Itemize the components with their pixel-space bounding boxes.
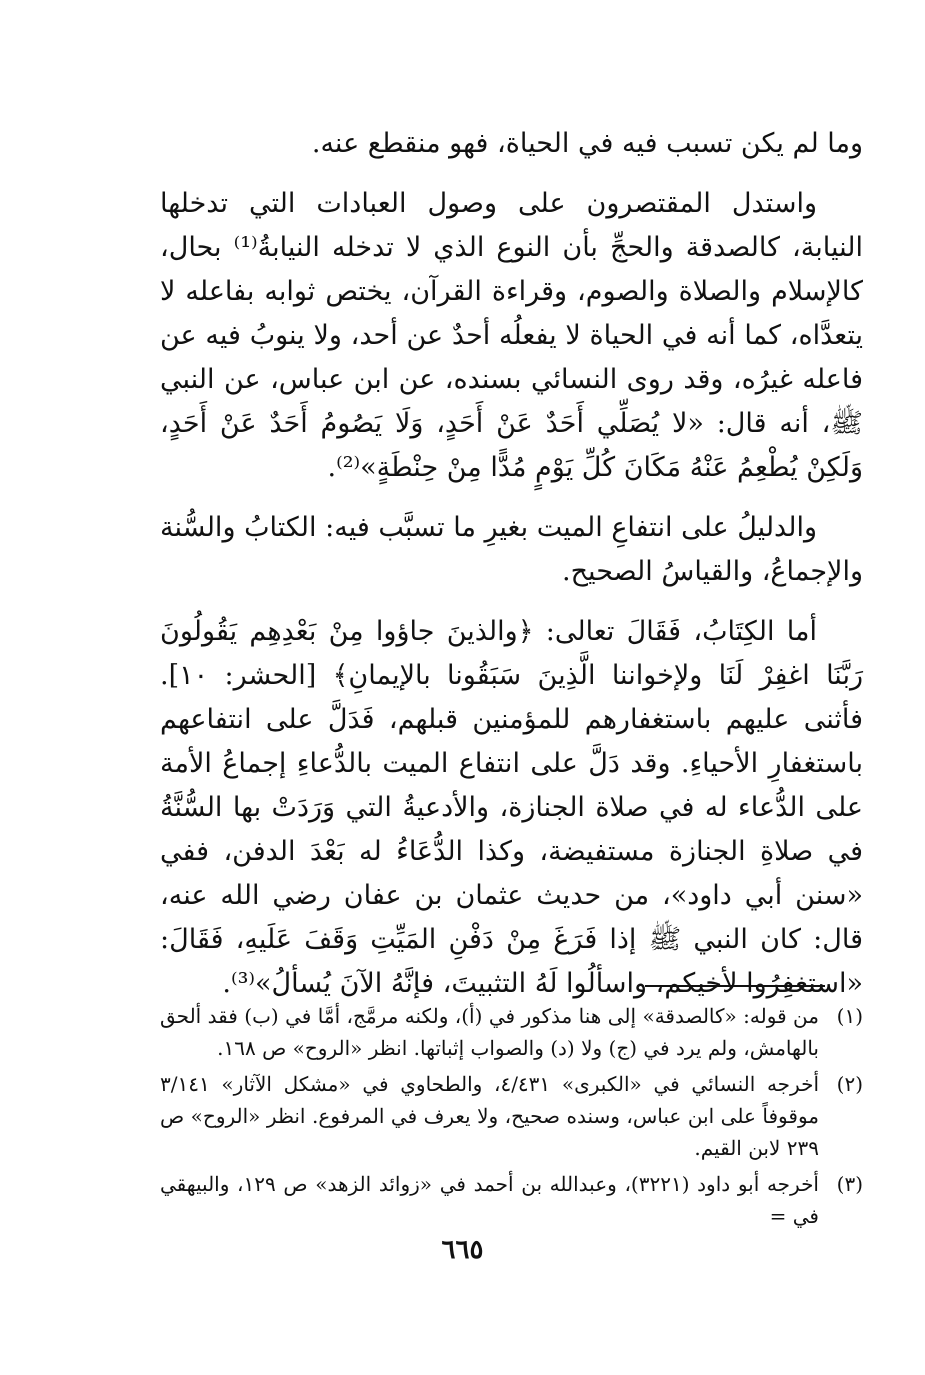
paragraph-2: واستدل المقتصرون على وصول العبادات التي تدخلها النيابة، كالصدقة والحجِّ بأن النوع الذي لا تدخله النيابةُ⁽¹⁾ بحال، كالإسلام والصلاة والصوم، وقراءة القرآن، يختص ثوابه بفاعله لا يتعدَّاه، كما أنه في الحياة لا يفعلُه أحدٌ عن أحد، ولا ينوبُ فيه عن فاعله غيرُه، وقد روى النسائي بسنده، عن ابن عباس، عن النبي ﷺ، أنه قال: «لا يُصَلِّي أَحَدٌ عَنْ أَحَدٍ، وَلَا يَصُومُ أَحَدٌ عَنْ أَحَدٍ، وَلَكِنْ يُطْعِمُ عَنْهُ مَكَانَ كُلِّ يَوْمٍ مُدًّا مِنْ حِنْطَةٍ»⁽²⁾. <box>160 188 863 483</box>
footnote-number: (١) <box>836 1004 863 1028</box>
footnote-number: (٢) <box>836 1072 863 1096</box>
footnote-number: (٣) <box>836 1172 863 1196</box>
footnotes <box>160 1000 863 1236</box>
page-number: ٦٦٥ <box>441 1235 484 1265</box>
footnote-2 <box>160 1068 863 1164</box>
footnote-3 <box>160 1168 863 1232</box>
footnote-separator <box>645 985 825 987</box>
main-text <box>160 122 863 1006</box>
paragraph-4: أما الكِتَابُ، فَقَالَ تعالى: ﴿والذينَ جاؤوا مِنْ بَعْدِهِم يَقُولُونَ رَبَّنَا اغفِرْ لَنَا ولإخواننا الَّذِينَ سَبَقُونا بالإيمانِ﴾ [الحشر: ١٠]. فأثنى عليهم باستغفارهم للمؤمنين قبلهم، فَدَلَّ على انتفاعهم باستغفارِ الأحياءِ. وقد دَلَّ على انتفاع الميت بالدُّعاءِ إجماعُ الأمة على الدُّعاء له في صلاة الجنازة، والأدعيةُ التي وَرَدَتْ بها السُّنَّةُ في صلاةِ الجنازة مستفيضة، وكذا الدُّعَاءُ له بَعْدَ الدفن، ففي «سنن أبي داود»، من حديث عثمان بن عفان رضي الله عنه، قال: كان النبي ﷺ إذا فَرَغَ مِنْ دَفْنِ المَيِّتِ وَقَفَ عَلَيهِ، فَقَالَ: «استغفِرُوا لأخيكم، واسألُوا لَهُ التثبيتَ، فإنَّهُ الآنَ يُسألُ»⁽³⁾. <box>160 616 863 999</box>
paragraph-3: والدليلُ على انتفاعِ الميت بغيرِ ما تسبَّب فيه: الكتابُ والسُّنة والإجماعُ، والقياسُ الصحيح. <box>160 512 863 587</box>
footnote-text: أخرجه النسائي في «الكبرى» ٤/٤٣١، والطحاوي في «مشكل الآثار» ٣/١٤١ موقوفاً على ابن عباس، وسنده صحيح، ولا يعرف في المرفوع. انظر «الروح» ص ٢٣٩ لابن القيم. <box>160 1072 819 1160</box>
paragraph-1: وما لم يكن تسبب فيه في الحياة، فهو منقطع عنه. <box>311 128 863 159</box>
footnote-text: من قوله: «كالصدقة» إلى هنا مذكور في (أ)، ولكنه مرمَّج، أمَّا في (ب) فقد ألحق بالهامش، ولم يرد في (ج) ولا (د) والصواب إثباتها. انظر «الروح» ص ١٦٨. <box>160 1004 819 1060</box>
footnote-text: أخرجه أبو داود (٣٢٢١)، وعبدالله بن أحمد في «زوائد الزهد» ص ١٢٩، والبيهقي في = <box>160 1172 819 1228</box>
footnote-1 <box>160 1000 863 1064</box>
